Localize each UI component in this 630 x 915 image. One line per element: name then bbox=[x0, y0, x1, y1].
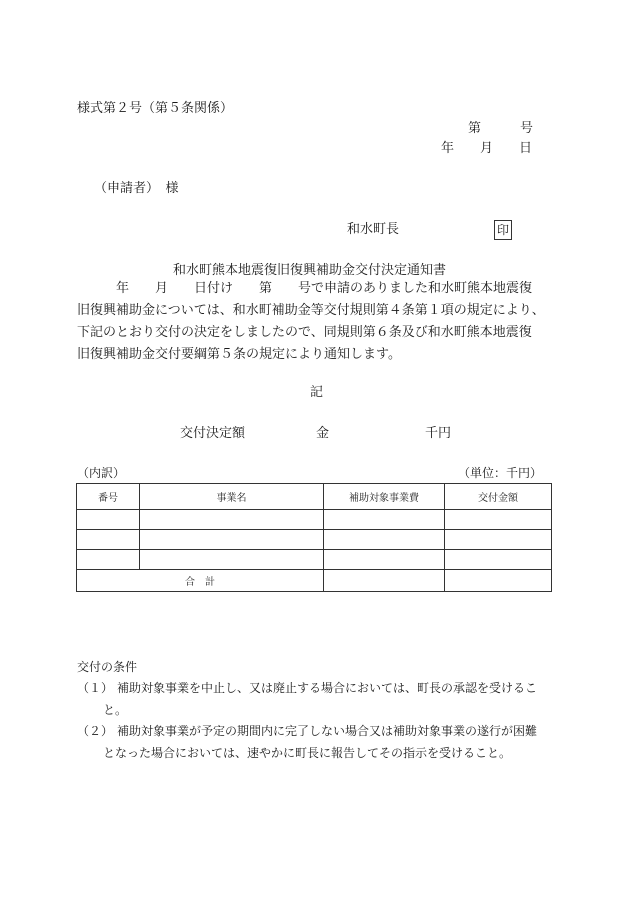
table-cell bbox=[445, 510, 552, 530]
grant-amount-unit: 千円 bbox=[425, 426, 452, 441]
table-cell bbox=[324, 530, 445, 550]
document-number: 第 号 bbox=[468, 121, 534, 136]
form-label: 様式第２号（第５条関係） bbox=[77, 101, 234, 116]
table-cell bbox=[324, 570, 445, 592]
recipient: （申請者） 様 bbox=[94, 181, 179, 196]
table-cell bbox=[140, 530, 324, 550]
ki-marker: 記 bbox=[310, 385, 324, 400]
column-header-eligible-cost: 補助対象事業費 bbox=[324, 484, 445, 510]
total-label: 合 計 bbox=[77, 570, 324, 592]
unit-label: （単位：千円） bbox=[458, 466, 543, 480]
table-cell bbox=[77, 510, 140, 530]
table-cell bbox=[77, 550, 140, 570]
body-line: 年 月 日付け 第 号で申請のありました和水町熊本地震復 bbox=[77, 281, 533, 296]
table-row bbox=[77, 550, 552, 570]
table-cell bbox=[77, 530, 140, 550]
table-cell bbox=[140, 510, 324, 530]
table-cell bbox=[324, 510, 445, 530]
issuer: 和水町長 bbox=[347, 222, 400, 237]
table-row bbox=[77, 510, 552, 530]
grant-amount-label: 交付決定額 bbox=[180, 426, 246, 441]
grant-amount-kin: 金 bbox=[316, 426, 330, 441]
table-cell bbox=[445, 530, 552, 550]
table-row bbox=[77, 530, 552, 550]
condition-1-line-cont: と。 bbox=[103, 703, 128, 717]
date-line: 年 月 日 bbox=[441, 141, 533, 156]
table-cell bbox=[140, 550, 324, 570]
condition-1-line: 補助対象事業を中止し、又は廃止する場合においては、町長の承認を受けるこ bbox=[117, 681, 538, 695]
condition-2-line-cont: となった場合においては、速やかに町長に報告してその指示を受けること。 bbox=[103, 746, 512, 760]
table-header-row bbox=[77, 484, 552, 510]
column-header-grant-amount: 交付金額 bbox=[445, 484, 552, 510]
table-cell bbox=[445, 570, 552, 592]
document-title: 和水町熊本地震復旧復興補助金交付決定通知書 bbox=[173, 263, 447, 278]
conditions-heading: 交付の条件 bbox=[77, 660, 138, 674]
body-line: 旧復興補助金交付要綱第５条の規定により通知します。 bbox=[77, 347, 401, 362]
body-text bbox=[77, 278, 562, 366]
table-total-row bbox=[77, 570, 552, 592]
seal-stamp: 印 bbox=[494, 220, 512, 240]
column-header-number: 番号 bbox=[77, 484, 140, 510]
condition-2-line: 補助対象事業が予定の期間内に完了しない場合又は補助対象事業の遂行が困難 bbox=[117, 724, 538, 738]
body-line: 旧復興補助金については、和水町補助金等交付規則第４条第１項の規定により、 bbox=[77, 303, 545, 318]
condition-1-number: （１） bbox=[77, 681, 114, 695]
breakdown-table bbox=[76, 483, 552, 592]
body-line: 下記のとおり交付の決定をしましたので、同規則第６条及び和水町熊本地震復 bbox=[77, 325, 532, 340]
table-cell bbox=[324, 550, 445, 570]
condition-2-number: （２） bbox=[77, 724, 114, 738]
breakdown-label: （内訳） bbox=[77, 466, 126, 480]
table-cell bbox=[445, 550, 552, 570]
column-header-project-name: 事業名 bbox=[140, 484, 324, 510]
